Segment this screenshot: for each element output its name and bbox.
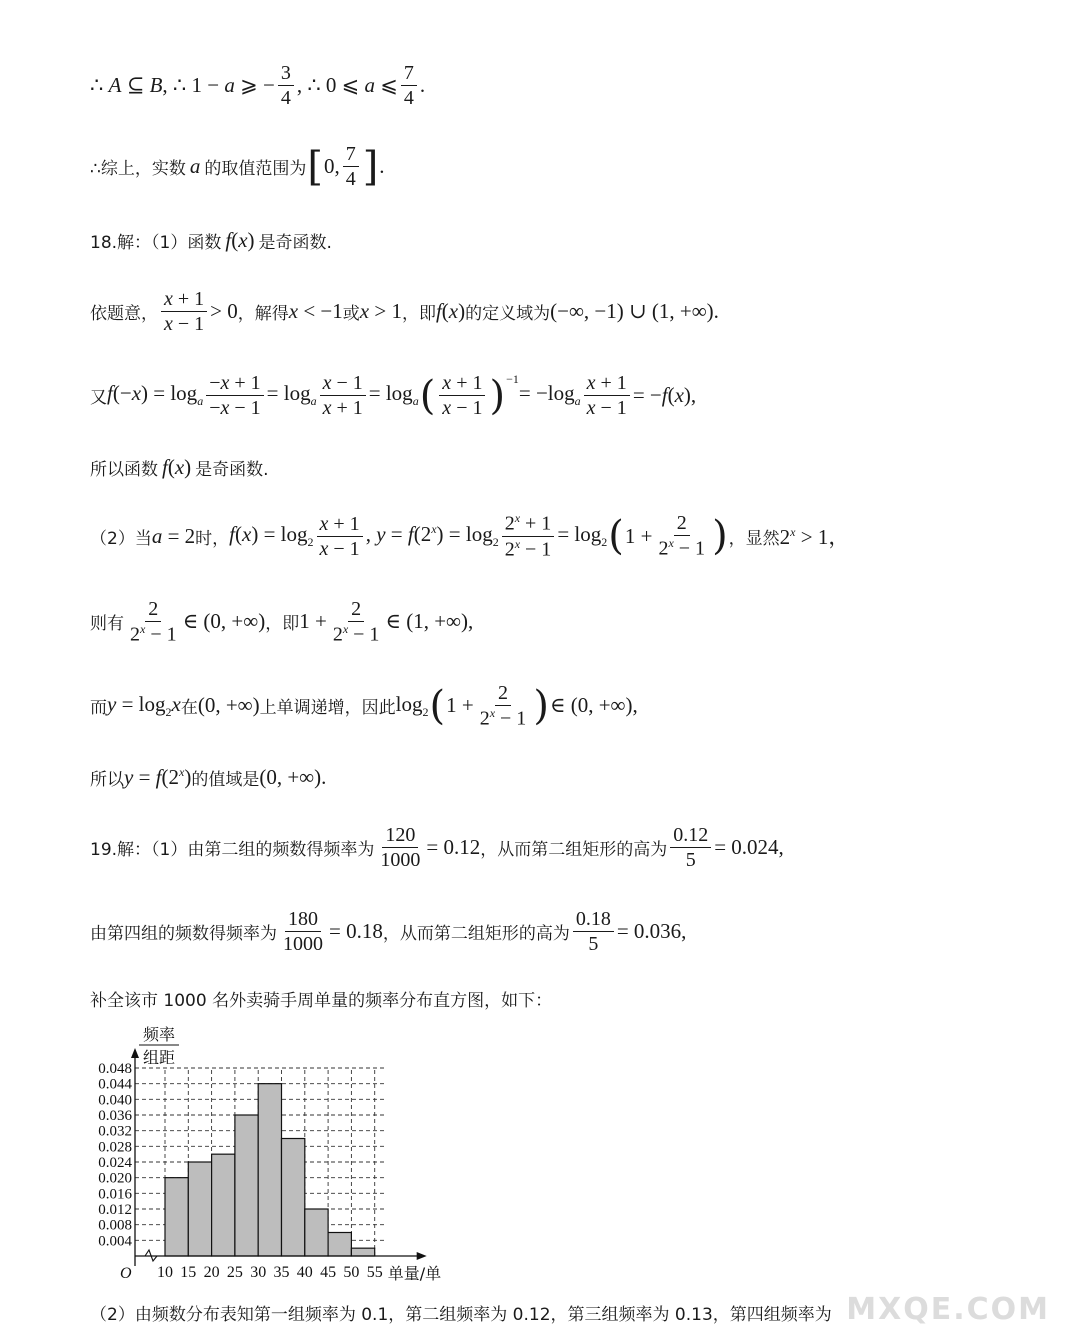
q18-heading: 18.解：（1）函数 xyxy=(90,233,222,253)
histogram-bar xyxy=(305,1209,328,1256)
y-tick-label: 0.040 xyxy=(98,1092,132,1109)
therefore-a-subset-b: ∴ A ⊆ B, ∴ 1 − a ⩾ − xyxy=(90,73,275,97)
x-tick-label: 45 xyxy=(320,1264,337,1281)
domain-expression: (−∞, −1) ∪ (1, +∞). xyxy=(550,299,719,323)
line-8: 则有 $\frac{2}{2^x - 1}$ ∈ (0, +∞) ，即 1 + $\frac{2}{2^x - 1}$ ∈ (1, +∞), xyxy=(90,598,474,646)
summary-text: ∴综上，实数 xyxy=(90,159,186,179)
fraction-3-4: $\frac{3}{4}$ xyxy=(278,62,294,109)
y-tick-label: 0.020 xyxy=(98,1170,132,1187)
fraction-7-4: $\frac{7}{4}$ xyxy=(401,62,417,109)
histogram-bar xyxy=(212,1154,235,1256)
y-tick-label: 0.036 xyxy=(98,1108,132,1124)
watermark-logo: MXQE.COM xyxy=(846,1292,1050,1327)
histogram-bar xyxy=(235,1115,258,1256)
y-tick-label: 0.044 xyxy=(98,1076,132,1093)
frequency-histogram xyxy=(80,1020,480,1292)
line-3: 18.解：（1）函数 f(x) 是奇函数. xyxy=(90,228,332,253)
x-axis-label: 单量/单 xyxy=(387,1264,442,1283)
x-tick-label: 10 xyxy=(157,1264,173,1281)
line-12: 由第四组的频数得频率为 $\frac{180}{1000}$ = 0.18 ，从而第二组矩形的高为 $\frac{0.18}{5}$ = 0.036, xyxy=(90,908,687,955)
line-7: （2）当 a = 2 时， $f(x) = \log_2$ $\frac{x + 1}{x - 1}$ , $y = f(2^x) = \log_2$ $\frac{2^x + 1}{2^x - 1}$ = $\log_2$ ( 1 + $\frac{2}{2^x - 1}$ ) ，显然 $2^x > 1$， xyxy=(90,511,850,561)
y-tick-label: 0.032 xyxy=(98,1123,132,1140)
x-tick-label: 55 xyxy=(366,1264,383,1281)
line-10: 所以 $y = f(2^x)$ 的值域是 (0, +∞). xyxy=(90,765,327,790)
line-6: 所以函数 f(x) 是奇函数. xyxy=(90,455,269,480)
line-9: 而 $y = \log_2x$ 在 (0, +∞) 上单调递增，因此 $\log_2$ ( 1 + $\frac{2}{2^x - 1}$ ) ∈ (0, +∞), xyxy=(90,682,638,730)
line-11: 19.解：（1）由第二组的频数得频率为 $\frac{120}{1000}$ = 0.12 ，从而第二组矩形的高为 $\frac{0.12}{5}$ = 0.024, xyxy=(90,824,784,871)
line-1: ∴ A ⊆ B, ∴ 1 − a ⩾ − $\frac{3}{4}$ , ∴ 0 ⩽ a ⩽ $\frac{7}{4}$ . xyxy=(90,62,426,109)
x-axis-arrow xyxy=(417,1252,427,1260)
y-tick-label: 0.048 xyxy=(98,1061,132,1077)
histogram-bar xyxy=(351,1248,374,1256)
fraction-x-plus-1-over-x-minus-1: $\frac{x + 1}{x - 1}$ xyxy=(161,288,207,335)
x-tick-label: 15 xyxy=(180,1264,197,1281)
x-tick-label: 35 xyxy=(273,1264,290,1281)
y-axis-label-numerator: 频率 xyxy=(142,1025,176,1044)
histogram-bar xyxy=(165,1178,188,1256)
line-2: ∴综上，实数 a 的取值范围为 [ 0, $\frac{7}{4}$ ] . xyxy=(90,143,385,190)
histogram-bar xyxy=(282,1139,305,1257)
line-13: 补全该市 1000 名外卖骑手周单量的频率分布直方图，如下： xyxy=(90,991,553,1011)
line-14: （2）由频数分布表知第一组频率为 0.1，第二组频率为 0.12，第三组频率为 0.13，第四组频率为 xyxy=(90,1305,832,1325)
y-axis-label-denominator: 组距 xyxy=(142,1048,176,1067)
x-tick-label: 50 xyxy=(343,1264,360,1281)
y-tick-label: 0.004 xyxy=(98,1233,132,1250)
origin-label: O xyxy=(120,1265,132,1282)
x-tick-label: 20 xyxy=(203,1264,220,1281)
histogram-bar xyxy=(328,1233,351,1257)
y-tick-label: 0.008 xyxy=(98,1217,132,1234)
y-tick-label: 0.028 xyxy=(98,1139,132,1156)
y-axis-arrow xyxy=(131,1048,139,1058)
line-4: 依题意， $\frac{x + 1}{x - 1}$ > 0 ，解得 x < −1 或 x > 1 ，即 f(x) 的定义域为 (−∞, −1) ∪ (1, +∞). xyxy=(90,288,719,335)
line-5: 又 $f(-x) = \log_a$ $\frac{-x + 1}{-x - 1}$ = $\log_a$ $\frac{x - 1}{x + 1}$ = $\log_a$ ( $\frac{x + 1}{x - 1}$ ) $^{-1}$ = $-\log_a$ $\frac{x + 1}{x - 1}$ = −f(x), xyxy=(90,372,697,419)
fraction-7-4-range: $\frac{7}{4}$ xyxy=(343,143,359,190)
histogram-bar xyxy=(258,1084,281,1256)
y-tick-label: 0.016 xyxy=(98,1186,132,1203)
y-tick-label: 0.024 xyxy=(98,1155,132,1171)
q19-heading: 19.解：（1）由第二组的频数得频率为 xyxy=(90,840,375,860)
y-tick-label: 0.012 xyxy=(98,1202,132,1218)
x-tick-label: 25 xyxy=(226,1264,243,1281)
x-tick-label: 40 xyxy=(296,1264,313,1281)
histogram-bar xyxy=(188,1162,211,1256)
x-tick-label: 30 xyxy=(250,1264,267,1281)
